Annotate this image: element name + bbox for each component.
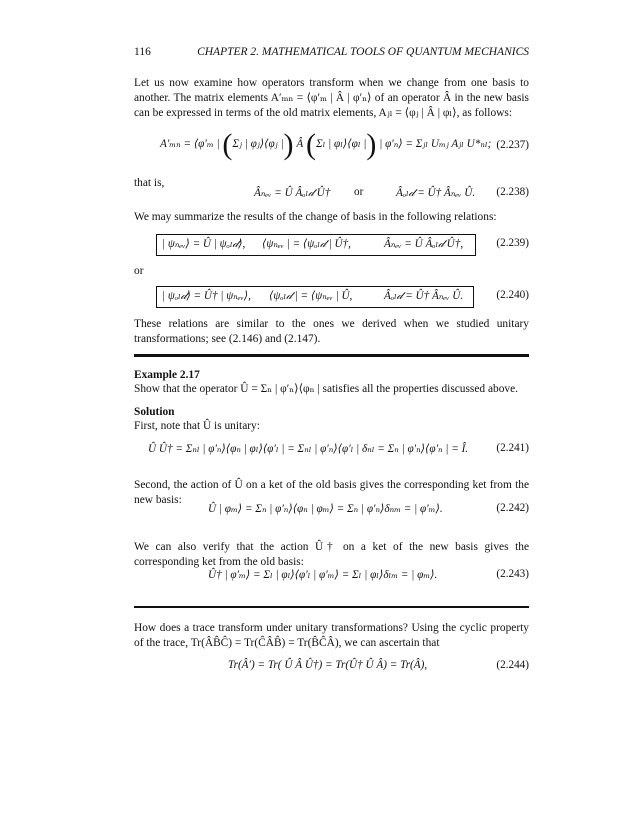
- eq-part-b: ⟨ψₒₗ𝒹 | = ⟨ψₙₑᵥ | Û,: [269, 290, 353, 302]
- equation-label: (2.241): [496, 442, 529, 454]
- equation-2-243: [134, 566, 529, 588]
- page-number: 116: [134, 46, 151, 58]
- eq-sum-j: Σⱼ | φⱼ⟩⟨φⱼ |: [232, 138, 284, 150]
- left-paren: (: [222, 128, 233, 161]
- equation-2-237: [134, 128, 529, 165]
- equation-2-238: [134, 184, 529, 206]
- right-paren: ): [283, 128, 294, 161]
- solution-title: Solution: [134, 406, 175, 418]
- example-title: Example 2.17: [134, 369, 200, 381]
- eq-sum-l: Σₗ | φₗ⟩⟨φₗ |: [315, 138, 367, 150]
- equation-label: (2.239): [496, 237, 529, 249]
- paragraph-summary: We may summarize the results of the change of basis in the following relations:: [134, 211, 497, 223]
- equation-label: (2.243): [496, 568, 529, 580]
- chapter-title: CHAPTER 2. MATHEMATICAL TOOLS OF QUANTUM MECHANICS: [197, 46, 529, 58]
- equation-2-242: [134, 500, 529, 522]
- equation-body: Û Û† = Σₙₗ | φ′ₙ⟩⟨φₙ | φₗ⟩⟨φ′ₗ | = Σₙₗ | φ′ₙ⟩⟨φ′ₗ | δₙₗ = Σₙ | φ′ₙ⟩⟨φ′ₙ | = Î.: [148, 443, 469, 455]
- eq-part-c: Âₙₑᵥ = Û Âₒₗ𝒹 Û†,: [384, 238, 464, 250]
- paragraph-intro: Let us now examine how operators transform when we change from one basis to another. The matrix elements A′ₘₙ = ⟨φ′ₘ | Â | φ′ₙ⟩ of an operator Â in the new basis can be expressed in terms of the old matrix elements, Aⱼₗ = ⟨φⱼ | Â | φₗ⟩, as follows:: [134, 77, 529, 119]
- paragraph-that-is: that is,: [134, 177, 165, 189]
- equation-2-241: [134, 440, 529, 462]
- eq-part-a: | ψₒₗ𝒹⟩ = Û† | ψₙₑᵥ⟩,: [162, 290, 251, 302]
- paragraph-trace: How does a trace transform under unitary transformations? Using the cyclic property of the trace, Tr(ÂB̂Ĉ) = Tr(ĈÂB̂) = Tr(B̂ĈÂ), we can ascertain that: [134, 622, 529, 649]
- equation-body: [160, 128, 492, 161]
- solution-step-1: First, note that Û is unitary:: [134, 420, 260, 432]
- eq-part-a: Âₙₑᵥ = Û Âₒₗ𝒹 Û†: [254, 187, 331, 199]
- eq-part-c: Âₒₗ𝒹 = Û† Âₙₑᵥ Û.: [384, 290, 464, 302]
- equation-body: Û | φₘ⟩ = Σₙ | φ′ₙ⟩⟨φₙ | φₘ⟩ = Σₙ | φ′ₙ⟩δₙₘ = | φ′ₘ⟩.: [208, 503, 443, 515]
- right-paren: ): [366, 128, 377, 161]
- eq-rhs: | φ′ₙ⟩ = Σⱼₗ Uₘⱼ Aⱼₗ U*ₙₗ;: [379, 138, 492, 150]
- eq-part-a: | ψₙₑᵥ⟩ = Û | ψₒₗ𝒹⟩,: [162, 238, 246, 250]
- paragraph-relations: These relations are similar to the ones we derived when we studied unitary transformations; see (2.146) and (2.147).: [134, 318, 529, 345]
- eq-lhs: A′ₘₙ = ⟨φ′ₘ |: [160, 138, 220, 150]
- eq-part-b: Âₒₗ𝒹 = Û† Âₙₑᵥ Û.: [396, 187, 476, 199]
- equation-body: Tr(Â′) = Tr( Û Â Û†) = Tr(Û† Û Â) = Tr(Â),: [228, 659, 428, 671]
- solution-step-2: Second, the action of Û on a ket of the old basis gives the corresponding ket from the new basis:: [134, 479, 529, 506]
- equation-label: (2.244): [496, 659, 529, 671]
- example-statement: Show that the operator Û = Σₙ | φ′ₙ⟩⟨φₙ | satisfies all the properties discussed above.: [134, 383, 519, 395]
- eq-or: or: [354, 186, 364, 198]
- equation-label: (2.238): [496, 186, 529, 198]
- paragraph-or: or: [134, 265, 144, 277]
- equation-2-240: [134, 287, 529, 309]
- equation-2-239: [134, 235, 529, 257]
- equation-2-244: [134, 657, 529, 679]
- example-top-rule: [134, 354, 529, 357]
- equation-label: (2.240): [496, 289, 529, 301]
- left-paren: (: [305, 128, 316, 161]
- example-bottom-rule: [134, 606, 529, 608]
- equation-label: (2.237): [496, 139, 529, 151]
- equation-label: (2.242): [496, 502, 529, 514]
- eq-operator: Â: [296, 138, 304, 150]
- eq-part-b: ⟨ψₙₑᵥ | = ⟨ψₒₗ𝒹 | Û†,: [262, 238, 351, 250]
- solution-step-3: We can also verify that the action Û† on a ket of the new basis gives the corresponding ket from the old basis:: [134, 541, 529, 568]
- equation-body: Û† | φ′ₘ⟩ = Σₗ | φₗ⟩⟨φ′ₗ | φ′ₘ⟩ = Σₗ | φₗ⟩δₗₘ = | φₘ⟩.: [208, 569, 438, 581]
